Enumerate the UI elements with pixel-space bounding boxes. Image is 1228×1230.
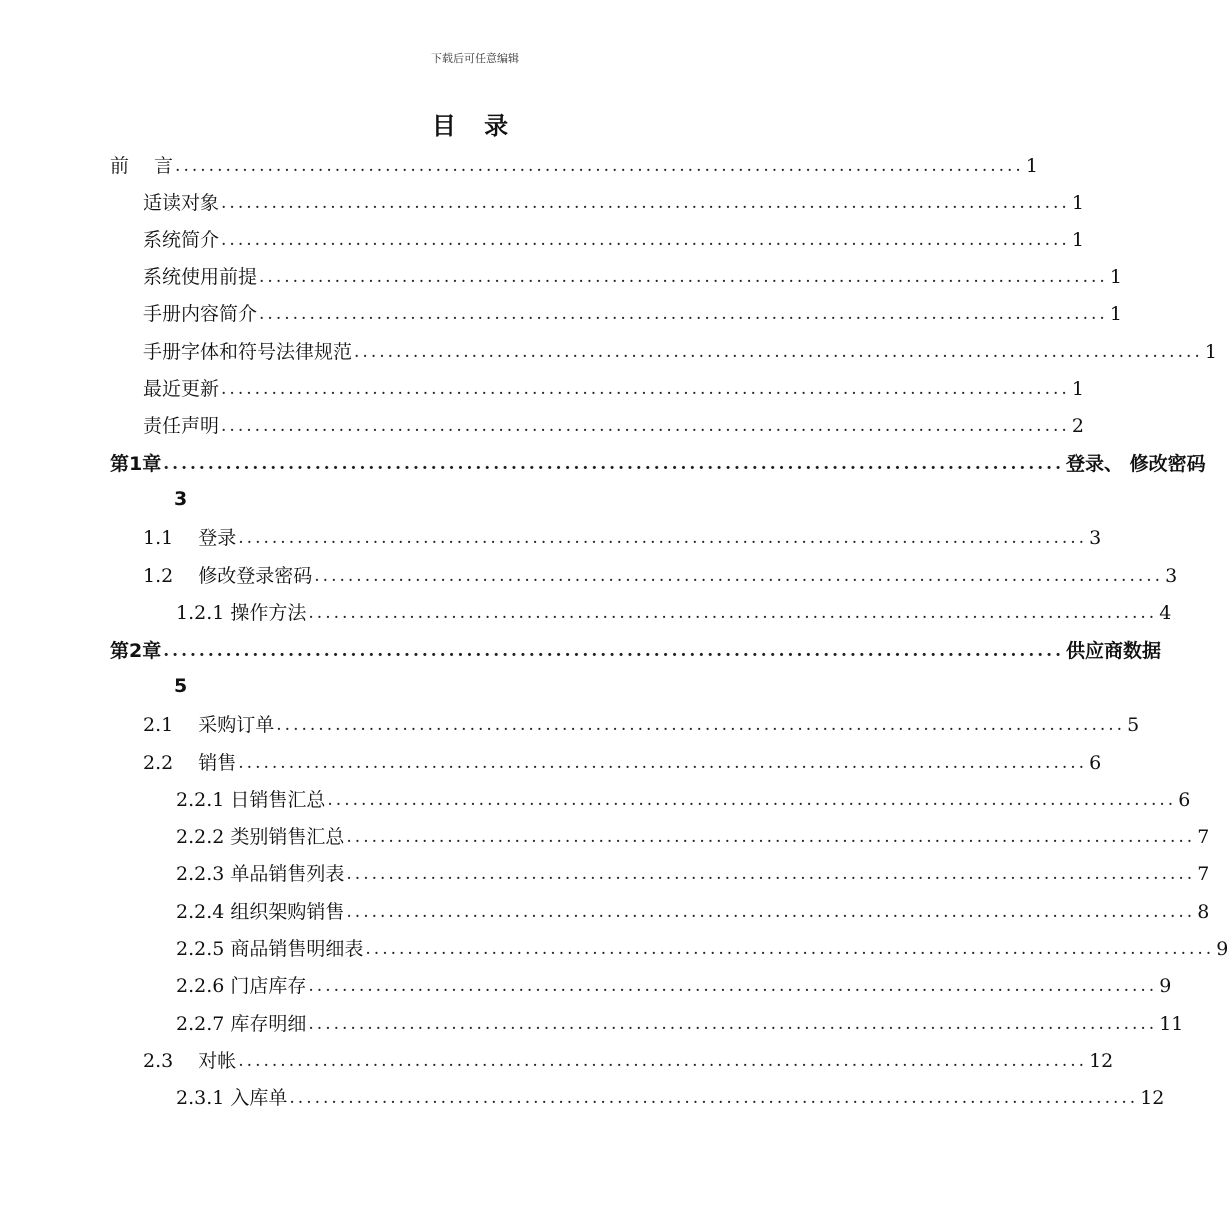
toc-leader: ..................................................................................................... xyxy=(238,1051,1088,1071)
toc-entry-page: 12 xyxy=(1089,1050,1114,1072)
toc-entry-title: 库存明细 xyxy=(230,1013,307,1035)
toc-entry-page: 9 xyxy=(1216,938,1228,960)
toc-entry-title: 商品销售明细表 xyxy=(230,938,364,960)
toc-entry-title: 日销售汇总 xyxy=(230,789,326,811)
toc-entry-title: 手册内容简介 xyxy=(143,303,258,325)
toc-leader: ..................................................................................................... xyxy=(354,342,1203,362)
toc-entry[interactable] xyxy=(176,856,1210,886)
toc-entry-page: 1 xyxy=(1109,303,1122,325)
toc-entry[interactable] xyxy=(176,782,1191,812)
toc-entry-number: 1.1 xyxy=(143,527,199,549)
toc-entry[interactable] xyxy=(143,222,1084,252)
toc-entry-number: 2.2.5 xyxy=(176,938,231,960)
toc-entry-number: 2.3.1 xyxy=(176,1087,231,1109)
toc-leader: ..................................................................................................... xyxy=(327,790,1177,810)
toc-entry-title: 对帐 xyxy=(198,1050,237,1072)
toc-entry-title: 采购订单 xyxy=(198,714,275,736)
toc-entry-title: 系统使用前提 xyxy=(143,266,258,288)
toc-chapter-label: 第1章 xyxy=(110,453,162,475)
toc-leader: ..................................................................................................... xyxy=(346,864,1196,884)
page-header: 下载后可任意编辑 xyxy=(431,52,519,65)
toc-entry[interactable] xyxy=(176,595,1172,625)
toc-leader: ..................................................................................................... xyxy=(276,715,1126,735)
toc-entry-title: 销售 xyxy=(198,752,237,774)
toc-leader: ..................................................................................................... xyxy=(308,603,1158,623)
toc-entry[interactable] xyxy=(143,185,1084,215)
toc-entry-page: 1 xyxy=(1071,378,1084,400)
toc-entry[interactable] xyxy=(143,1043,1114,1073)
toc-leader: ..................................................................................................... xyxy=(221,379,1070,399)
toc-entry[interactable] xyxy=(143,408,1084,438)
toc-entry-title: 单品销售列表 xyxy=(230,863,345,885)
toc-chapter-entry[interactable] xyxy=(110,446,1206,476)
toc-entry[interactable] xyxy=(110,148,1038,178)
toc-chapter-title: 登录、 修改密码 xyxy=(1066,453,1206,475)
toc-entry-page: 1 xyxy=(1071,229,1084,251)
toc-entry-number: 1.2.1 xyxy=(176,602,231,624)
toc-leader: ..................................................................................................... xyxy=(163,454,1064,474)
toc-entry[interactable] xyxy=(143,707,1140,737)
toc-entry[interactable] xyxy=(176,819,1210,849)
toc-entry-page: 3 xyxy=(1165,565,1178,587)
toc-entry[interactable] xyxy=(143,371,1084,401)
toc-leader: ..................................................................................................... xyxy=(221,416,1070,436)
toc-entry-page: 1 xyxy=(1204,341,1217,363)
toc-entry-title: 最近更新 xyxy=(143,378,220,400)
toc-leader: ..................................................................................................... xyxy=(238,753,1088,773)
toc-leader: ..................................................................................................... xyxy=(221,230,1070,250)
toc-entry-page: 9 xyxy=(1159,975,1172,997)
toc-entry[interactable] xyxy=(176,894,1210,924)
toc-entry-number: 2.1 xyxy=(143,714,199,736)
toc-leader: ..................................................................................................... xyxy=(308,976,1158,996)
toc-entry-page: 7 xyxy=(1197,826,1210,848)
toc-entry[interactable] xyxy=(176,968,1172,998)
toc-leader: ..................................................................................................... xyxy=(314,566,1164,586)
toc-entry-page: 6 xyxy=(1089,752,1102,774)
toc-entry-page: 6 xyxy=(1178,789,1191,811)
toc-chapter-page: 5 xyxy=(174,675,188,697)
toc-entry-page: 8 xyxy=(1197,901,1210,923)
toc-entry-title: 登录 xyxy=(198,527,237,549)
toc-entry-title: 适读对象 xyxy=(143,192,220,214)
toc-leader: ..................................................................................................... xyxy=(259,304,1108,324)
toc-entry-page: 3 xyxy=(1089,527,1102,549)
toc-entry-title: 类别销售汇总 xyxy=(230,826,345,848)
toc-entry-title: 修改登录密码 xyxy=(198,565,313,587)
toc-entry-number: 2.2 xyxy=(143,752,199,774)
toc-entry[interactable] xyxy=(143,334,1217,364)
toc-chapter-title: 供应商数据 xyxy=(1066,640,1162,662)
toc-entry-page: 7 xyxy=(1197,863,1210,885)
toc-entry-title: 组织架购销售 xyxy=(230,901,345,923)
toc-leader: ..................................................................................................... xyxy=(346,902,1196,922)
toc-entry-title: 责任声明 xyxy=(143,415,220,437)
toc-entry[interactable] xyxy=(176,1080,1165,1110)
toc-entry[interactable] xyxy=(143,296,1122,326)
toc-entry-title: 系统简介 xyxy=(143,229,220,251)
toc-entry[interactable] xyxy=(143,745,1102,775)
toc-entry[interactable] xyxy=(143,558,1178,588)
toc-entry-number: 2.3 xyxy=(143,1050,199,1072)
toc-leader: ..................................................................................................... xyxy=(175,156,1024,176)
toc-leader: ..................................................................................................... xyxy=(221,193,1070,213)
toc-entry[interactable] xyxy=(143,259,1122,289)
toc-chapter-page: 3 xyxy=(174,488,188,510)
toc-entry[interactable] xyxy=(143,520,1102,550)
toc-entry-number: 1.2 xyxy=(143,565,199,587)
toc-entry-page: 2 xyxy=(1071,415,1084,437)
toc-entry-title: 操作方法 xyxy=(230,602,307,624)
toc-entry-title: 入库单 xyxy=(230,1087,288,1109)
toc-entry-page: 12 xyxy=(1140,1087,1165,1109)
toc-leader: ..................................................................................................... xyxy=(163,641,1064,661)
toc-entry-title: 门店库存 xyxy=(230,975,307,997)
toc-leader: ..................................................................................................... xyxy=(259,267,1108,287)
toc-chapter-label: 第2章 xyxy=(110,640,162,662)
toc-entry-page: 5 xyxy=(1127,714,1140,736)
toc-entry-number: 2.2.4 xyxy=(176,901,231,923)
toc-entry-title: 前 言 xyxy=(110,155,174,177)
toc-chapter-entry[interactable] xyxy=(110,633,1162,663)
toc-entry-page: 4 xyxy=(1159,602,1172,624)
toc-entry-page: 1 xyxy=(1025,155,1038,177)
toc-entry[interactable] xyxy=(176,1006,1184,1036)
toc-leader: ..................................................................................................... xyxy=(308,1014,1158,1034)
toc-leader: ..................................................................................................... xyxy=(238,528,1088,548)
toc-entry-number: 2.2.2 xyxy=(176,826,231,848)
toc-entry-number: 2.2.1 xyxy=(176,789,231,811)
toc-leader: ..................................................................................................... xyxy=(289,1088,1139,1108)
toc-title: 目 录 xyxy=(431,112,519,140)
toc-entry-number: 2.2.7 xyxy=(176,1013,231,1035)
toc-leader: ..................................................................................................... xyxy=(346,827,1196,847)
toc-entry-page: 1 xyxy=(1071,192,1084,214)
toc-leader: ..................................................................................................... xyxy=(365,939,1215,959)
toc-entry-title: 手册字体和符号法律规范 xyxy=(143,341,353,363)
toc-entry-page: 11 xyxy=(1159,1013,1184,1035)
toc-entry-number: 2.2.6 xyxy=(176,975,231,997)
toc-entry[interactable] xyxy=(176,931,1228,961)
toc-entry-number: 2.2.3 xyxy=(176,863,231,885)
toc-entry-page: 1 xyxy=(1109,266,1122,288)
